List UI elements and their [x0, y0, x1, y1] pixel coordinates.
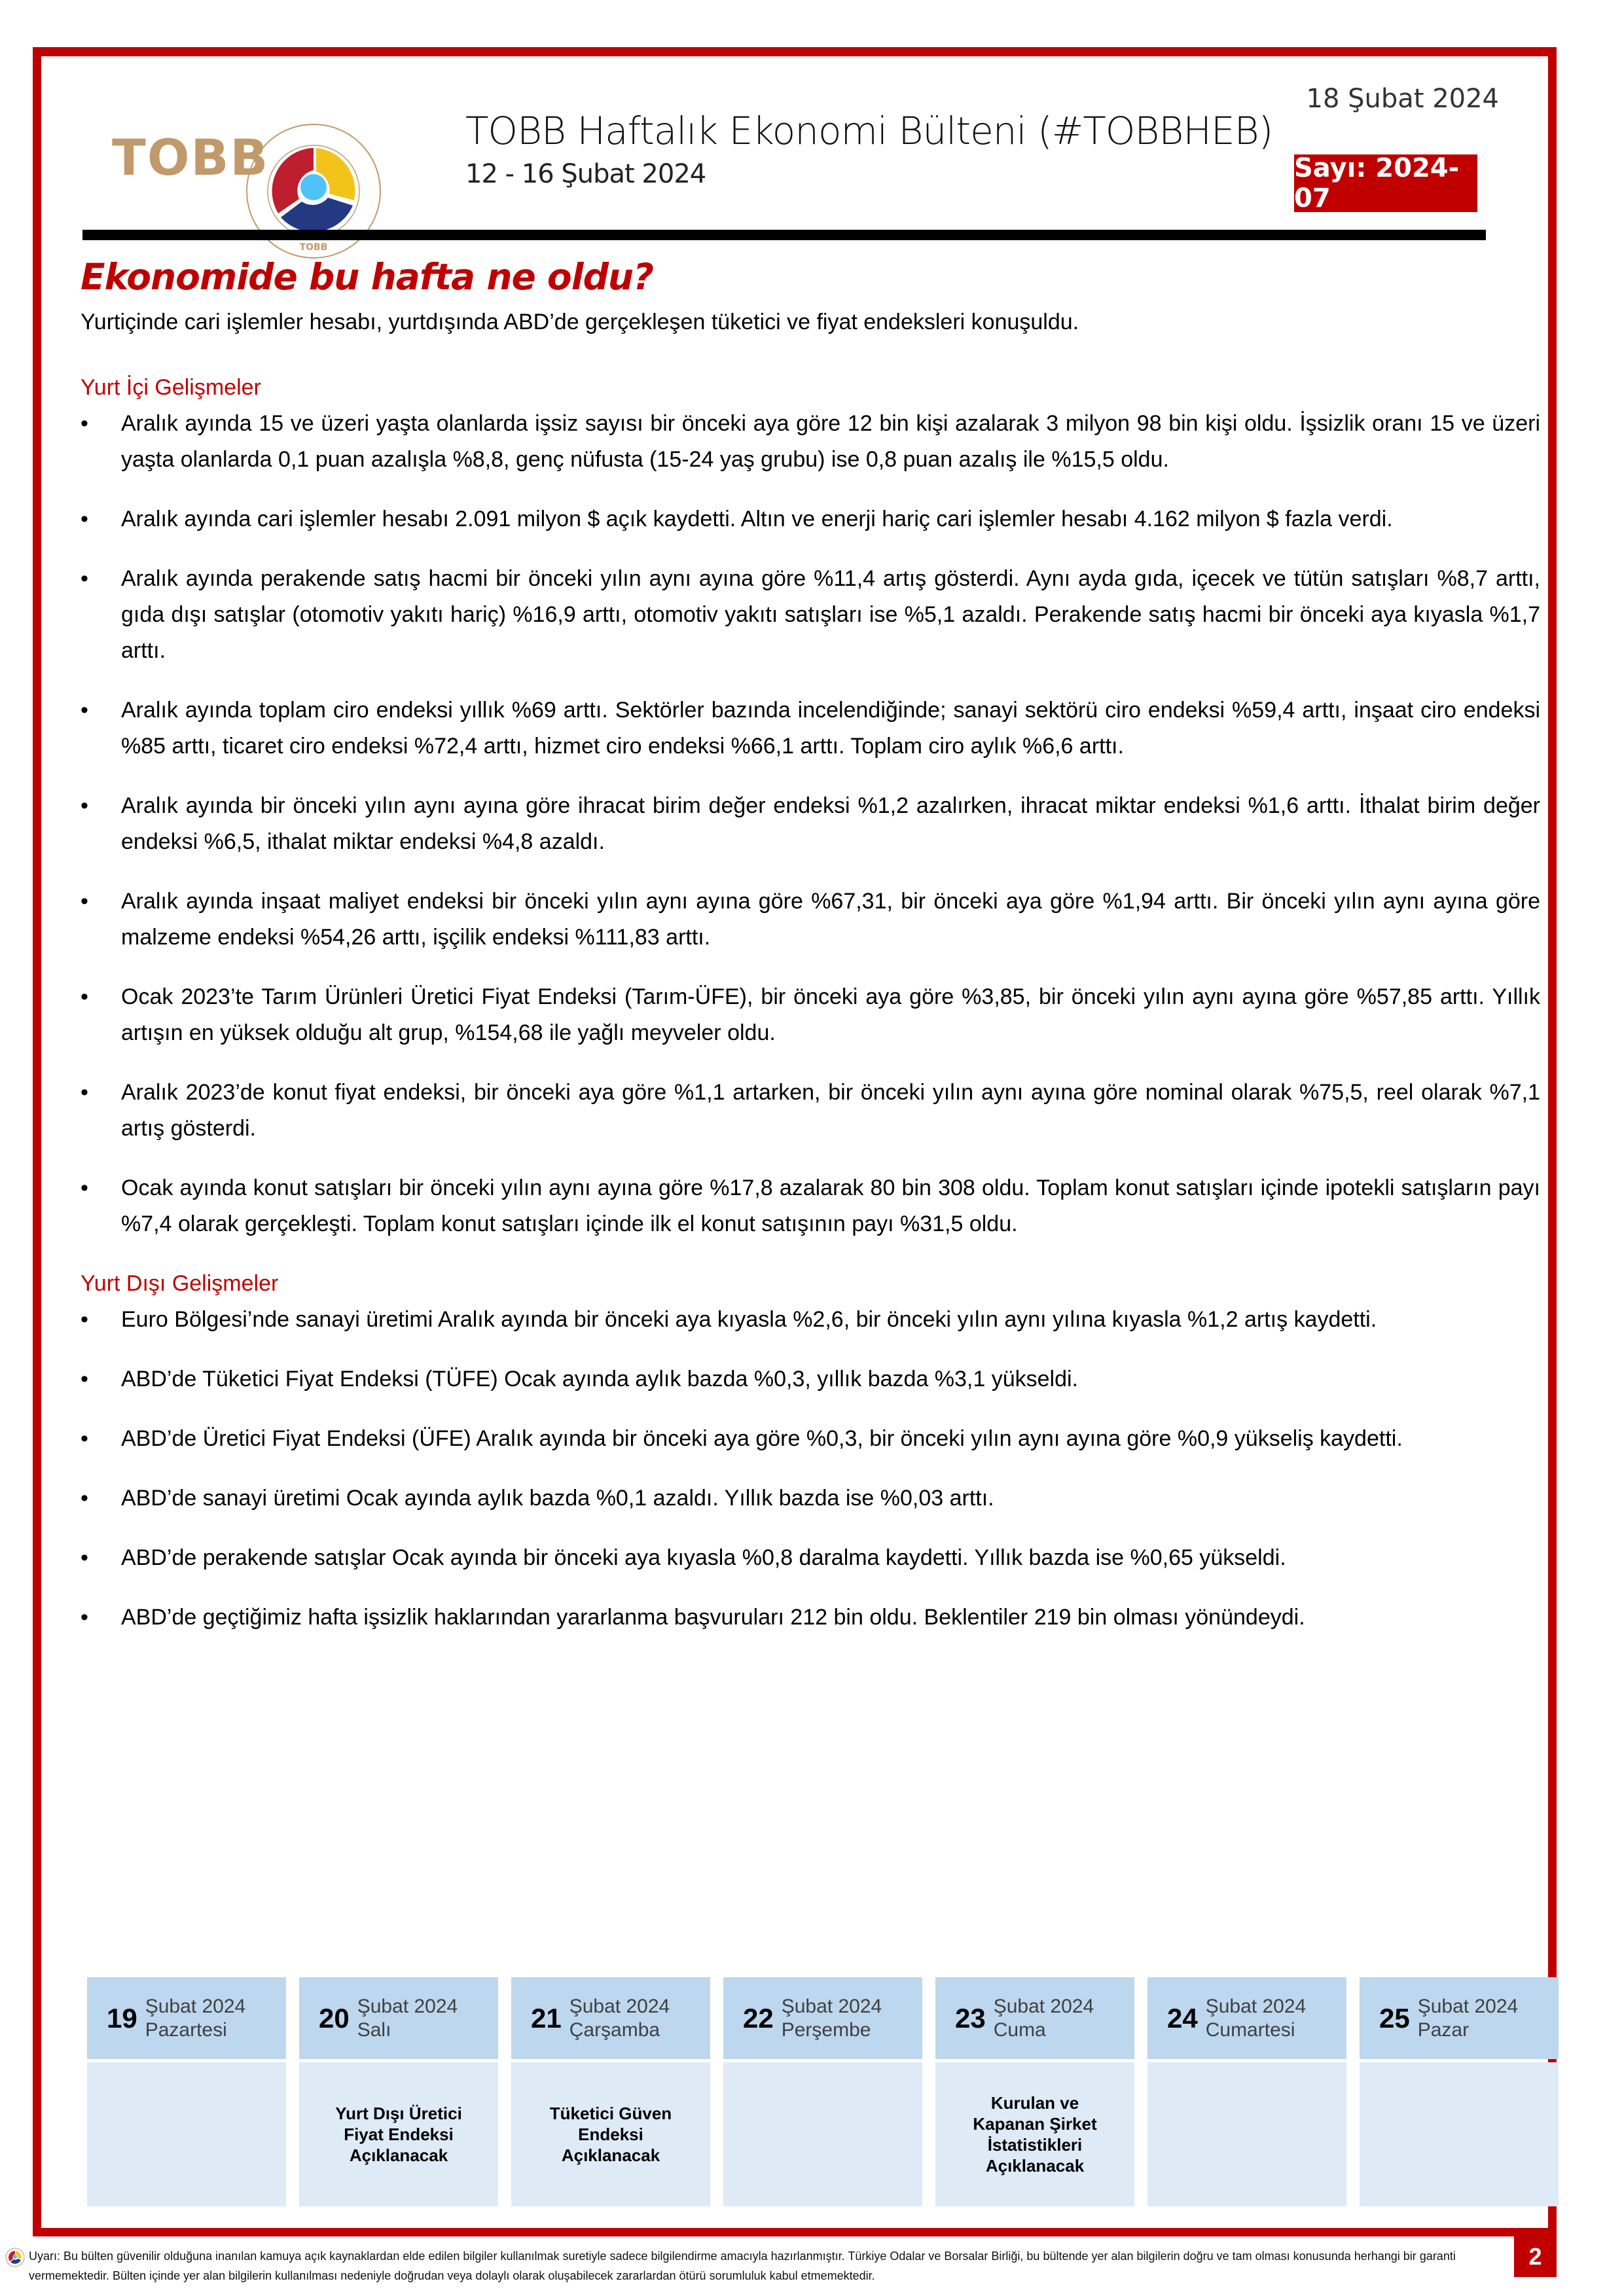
disclaimer-text: Uyarı: Bu bülten güvenilir olduğuna inanılan kamuya açık kaynaklardan elde edilen bilgiler kullanılmak suretiyle sadece bilgilendirme amacıyla hazırlanmıştır. Türkiye Odalar ve Borsalar Birliği, bu bültende yer alan bilgilerin doğru ve tam olması konusunda herhangi bir garanti vermemektedir. Bülten içinde yer alan bilgilerin kullanılması nedeniyle doğrudan veya dolaylı olarak oluşabilecek zararlardan ötürü sorumluluk kabul etmemektedir. [29, 2250, 1456, 2282]
news-item: • ABD’de geçtiğimiz hafta işsizlik haklarından yararlanma başvuruları 212 bin oldu. Beklentiler 219 bin olması yönündeydi. [81, 1600, 1540, 1636]
issue-badge: Sayı: 2024-07 [1294, 154, 1477, 212]
news-item: • Aralık ayında perakende satış hacmi bir önceki yılın aynı ayına göre %11,4 artış gösterdi. Aynı ayda gıda, içecek ve tütün satışları %8,7 arttı, gıda dışı satışlar (otomotiv yakıtı hariç) %16,9 arttı, otomotiv yakıtı satışları ise %5,1 azaldı. Perakende satış hacmi bir önceki aya kıyasla %1,7 arttı. [81, 561, 1540, 669]
day-meta [357, 1995, 458, 2042]
calendar-event [87, 2062, 286, 2206]
weekday-label: Perşembe [781, 2018, 871, 2041]
day-number: 20 [319, 2002, 350, 2034]
calendar-day [935, 1977, 1134, 2206]
day-meta [145, 1995, 245, 2042]
month-label: Şubat 2024 [1417, 1995, 1519, 2017]
header [41, 56, 1548, 253]
bulletin-title: TOBB Haftalık Ekonomi Bülteni (#TOBBHEB) [465, 109, 1273, 153]
day-number: 19 [107, 2002, 137, 2034]
day-number: 25 [1379, 2002, 1410, 2034]
weekday-label: Pazar [1417, 2018, 1470, 2041]
news-item: • Aralık ayında bir önceki yılın aynı ayına göre ihracat birim değer endeksi %1,2 azalırken, ihracat miktar endeksi %1,6 arttı. İthalat birim değer endeksi %6,5, ithalat miktar endeksi %4,8 azaldı. [81, 788, 1540, 860]
calendar-day-header [511, 1977, 710, 2059]
day-meta [782, 1995, 882, 2042]
week-calendar [87, 1977, 1559, 2206]
weekday-label: Cumartesi [1205, 2018, 1295, 2041]
calendar-day-header [723, 1977, 922, 2059]
calendar-event: Kurulan ve Kapanan Şirket İstatistikleri Açıklanacak [935, 2062, 1134, 2206]
calendar-day-header [1147, 1977, 1346, 2059]
month-label: Şubat 2024 [1205, 1995, 1307, 2017]
foreign-section-title: Yurt Dışı Gelişmeler [81, 1271, 279, 1296]
calendar-day [299, 1977, 498, 2206]
news-item: • Aralık 2023’de konut fiyat endeksi, bir önceki aya göre %1,1 artarken, bir önceki yılın aynı ayına göre nominal olarak %75,5, reel olarak %7,1 artış gösterdi. [81, 1075, 1540, 1147]
tobb-logo-text: TOBB [112, 128, 270, 187]
calendar-day [511, 1977, 710, 2206]
day-number: 24 [1167, 2002, 1198, 2034]
news-item: • ABD’de perakende satışlar Ocak ayında bir önceki aya kıyasla %0,8 daralma kaydetti. Yıllık bazda ise %0,65 yükseldi. [81, 1540, 1540, 1576]
news-item: • ABD’de sanayi üretimi Ocak ayında aylık bazda %0,1 azaldı. Yıllık bazda ise %0,03 arttı. [81, 1480, 1540, 1516]
month-label: Şubat 2024 [145, 1995, 246, 2017]
calendar-day [1360, 1977, 1559, 2206]
news-item: • ABD’de Üretici Fiyat Endeksi (ÜFE) Aralık ayında bir önceki aya göre %0,3, bir önceki yılın aynı ayına göre %0,9 yükseliş kaydetti. [81, 1421, 1540, 1457]
day-number: 21 [531, 2002, 562, 2034]
calendar-event [1147, 2062, 1346, 2206]
month-label: Şubat 2024 [569, 1995, 670, 2017]
calendar-event: Tüketici Güven Endeksi Açıklanacak [511, 2062, 710, 2206]
month-label: Şubat 2024 [993, 1995, 1094, 2017]
calendar-day-header [935, 1977, 1134, 2059]
weekday-label: Pazartesi [145, 2018, 227, 2041]
day-number: 23 [955, 2002, 986, 2034]
news-item: • Aralık ayında cari işlemler hesabı 2.091 milyon $ açık kaydetti. Altın ve enerji hariç cari işlemler hesabı 4.162 milyon $ fazla verdi. [81, 501, 1540, 537]
weekday-label: Cuma [993, 2018, 1046, 2041]
foreign-list [81, 1302, 1540, 1636]
calendar-day-header [299, 1977, 498, 2059]
svg-text:TOBB: TOBB [299, 242, 328, 253]
weekday-label: Çarşamba [569, 2018, 660, 2041]
intro-text: Yurtiçinde cari işlemler hesabı, yurtdışında ABD’de gerçekleşen tüketici ve fiyat endeksleri konuşuldu. [81, 310, 1079, 334]
news-item: • Euro Bölgesi’nde sanayi üretimi Aralık ayında bir önceki aya kıyasla %2,6, bir önceki yılın aynı yılına kıyasla %1,2 artış kaydetti. [81, 1302, 1540, 1338]
publish-date: 18 Şubat 2024 [1306, 84, 1499, 114]
page-number: 2 [1514, 2236, 1557, 2277]
day-meta [994, 1995, 1094, 2042]
page-frame [33, 47, 1557, 2236]
day-number: 22 [743, 2002, 774, 2034]
month-label: Şubat 2024 [357, 1995, 458, 2017]
day-meta [1418, 1995, 1518, 2042]
day-meta [569, 1995, 670, 2042]
news-item: • Aralık ayında toplam ciro endeksi yıllık %69 arttı. Sektörler bazında incelendiğinde; sanayi sektörü ciro endeksi %59,4 arttı, inşaat ciro endeksi %85 arttı, ticaret ciro endeksi %72,4 arttı, hizmet ciro endeksi %66,1 arttı. Toplam ciro aylık %6,6 arttı. [81, 692, 1540, 764]
date-range: 12 - 16 Şubat 2024 [465, 159, 706, 189]
calendar-day [1147, 1977, 1346, 2206]
weekday-label: Salı [357, 2018, 391, 2041]
day-meta [1206, 1995, 1306, 2042]
news-item: • Ocak ayında konut satışları bir önceki yılın aynı ayına göre %17,8 azalarak 80 bin 308 oldu. Toplam konut satışları içinde ipotekli satışların payı %7,4 olarak gerçekleşti. Toplam konut satışları içinde ilk el konut satışının payı %31,5 oldu. [81, 1170, 1540, 1242]
news-item: • Aralık ayında inşaat maliyet endeksi bir önceki yılın aynı ayına göre %67,31, bir önceki aya göre %1,94 arttı. Bir önceki yılın aynı ayına göre malzeme endeksi %54,26 arttı, işçilik endeksi %111,83 arttı. [81, 884, 1540, 956]
calendar-day-header [1360, 1977, 1559, 2059]
calendar-event [1360, 2062, 1559, 2206]
main-content [81, 246, 1540, 1659]
tobb-mini-logo-icon [5, 2248, 25, 2267]
calendar-event: Yurt Dışı Üretici Fiyat Endeksi Açıklanacak [299, 2062, 498, 2206]
calendar-day-header [87, 1977, 286, 2059]
domestic-section-title: Yurt İçi Gelişmeler [81, 375, 261, 400]
domestic-list [81, 406, 1540, 1242]
calendar-event [723, 2062, 922, 2206]
calendar-day [87, 1977, 286, 2206]
month-label: Şubat 2024 [781, 1995, 882, 2017]
calendar-day [723, 1977, 922, 2206]
footer [5, 2246, 1485, 2286]
news-item: • Aralık ayında 15 ve üzeri yaşta olanlarda işsiz sayısı bir önceki aya göre 12 bin kişi azalarak 3 milyon 98 bin kişi oldu. İşsizlik oranı 15 ve üzeri yaşta olanlarda 0,1 puan azalışla %8,8, genç nüfusta (15-24 yaş grubu) ise 0,8 puan azalış ile %15,5 oldu. [81, 406, 1540, 478]
news-item: • Ocak 2023’te Tarım Ürünleri Üretici Fiyat Endeksi (Tarım-ÜFE), bir önceki aya göre %3,85, bir önceki yılın aynı ayına göre %57,85 arttı. Yıllık artışın en yüksek olduğu alt grup, %154,68 ile yağlı meyveler oldu. [81, 979, 1540, 1051]
header-divider [82, 230, 1486, 240]
news-item: • ABD’de Tüketici Fiyat Endeksi (TÜFE) Ocak ayında aylık bazda %0,3, yıllık bazda %3,1 yükseldi. [81, 1361, 1540, 1397]
section-heading: Ekonomide bu hafta ne oldu? [81, 256, 653, 298]
